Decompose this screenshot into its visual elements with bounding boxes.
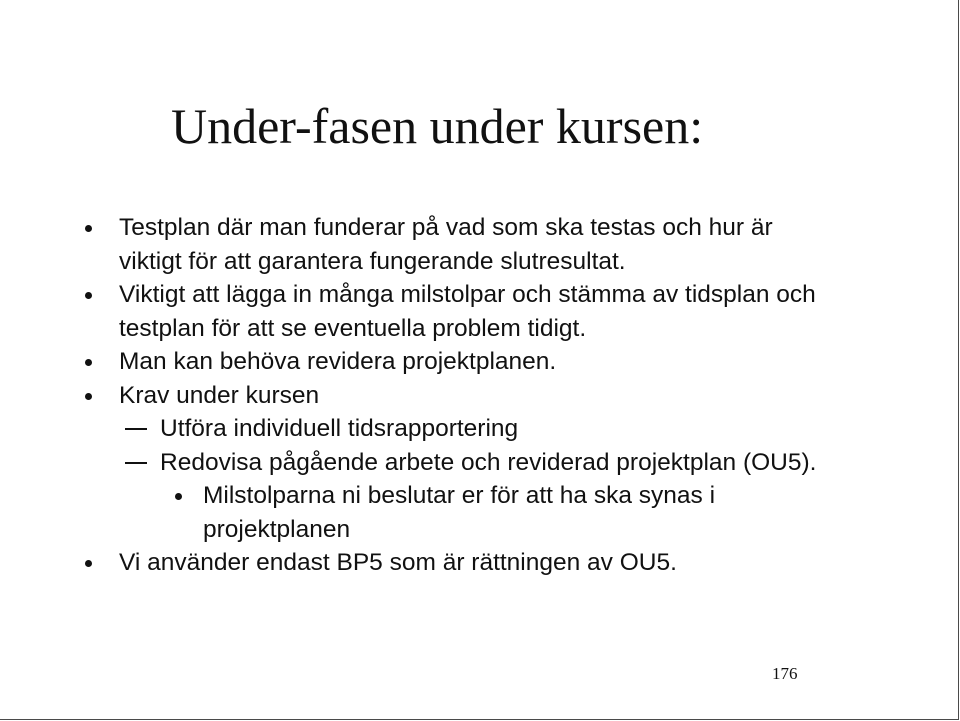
- bullet-item: [0, 211, 839, 278]
- slide-title: Under-fasen under kursen:: [171, 98, 704, 154]
- sub-bullet-item: [0, 446, 825, 480]
- bullet-item: [0, 278, 869, 345]
- sub-bullet-text: Redovisa pågående arbete och reviderad projektplan (OU5).: [160, 448, 817, 476]
- sub-bullet-item: [0, 412, 860, 446]
- page-number: 176: [772, 664, 798, 683]
- bullet-item: [0, 379, 839, 413]
- sub-bullet-text: Utföra individuell tidsrapportering: [160, 415, 519, 442]
- bullet-dot-icon: [85, 225, 92, 232]
- bullet-dot-icon: [85, 359, 92, 366]
- bullet-dot-icon: [175, 493, 182, 500]
- sub-sub-bullet-text: Milstolparna ni beslutar er för att ha ska synas i projektplanen: [203, 482, 716, 543]
- bullet-item: [0, 546, 839, 580]
- bullet-dot-icon: [85, 393, 92, 400]
- bullet-item: [0, 345, 839, 379]
- bullet-text: Krav under kursen: [119, 381, 320, 409]
- bullet-dot-icon: [85, 292, 92, 299]
- bullet-dot-icon: [85, 560, 92, 567]
- bullet-list: [0, 211, 900, 580]
- dash-icon: [125, 462, 147, 464]
- bullet-text: Vi använder endast BP5 som är rättningen av OU5.: [119, 549, 677, 576]
- dash-icon: [125, 428, 147, 430]
- bullet-text: Testplan där man funderar på vad som ska testas och hur är viktigt för att garantera fungerande slutresultat.: [119, 214, 773, 275]
- bullet-text: Man kan behöva revidera projektplanen.: [119, 348, 557, 375]
- bullet-text: Viktigt att lägga in många milstolpar och stämma av tidsplan och testplan för att se eventuella problem tidigt.: [119, 281, 816, 342]
- sub-sub-bullet-item: [0, 479, 788, 546]
